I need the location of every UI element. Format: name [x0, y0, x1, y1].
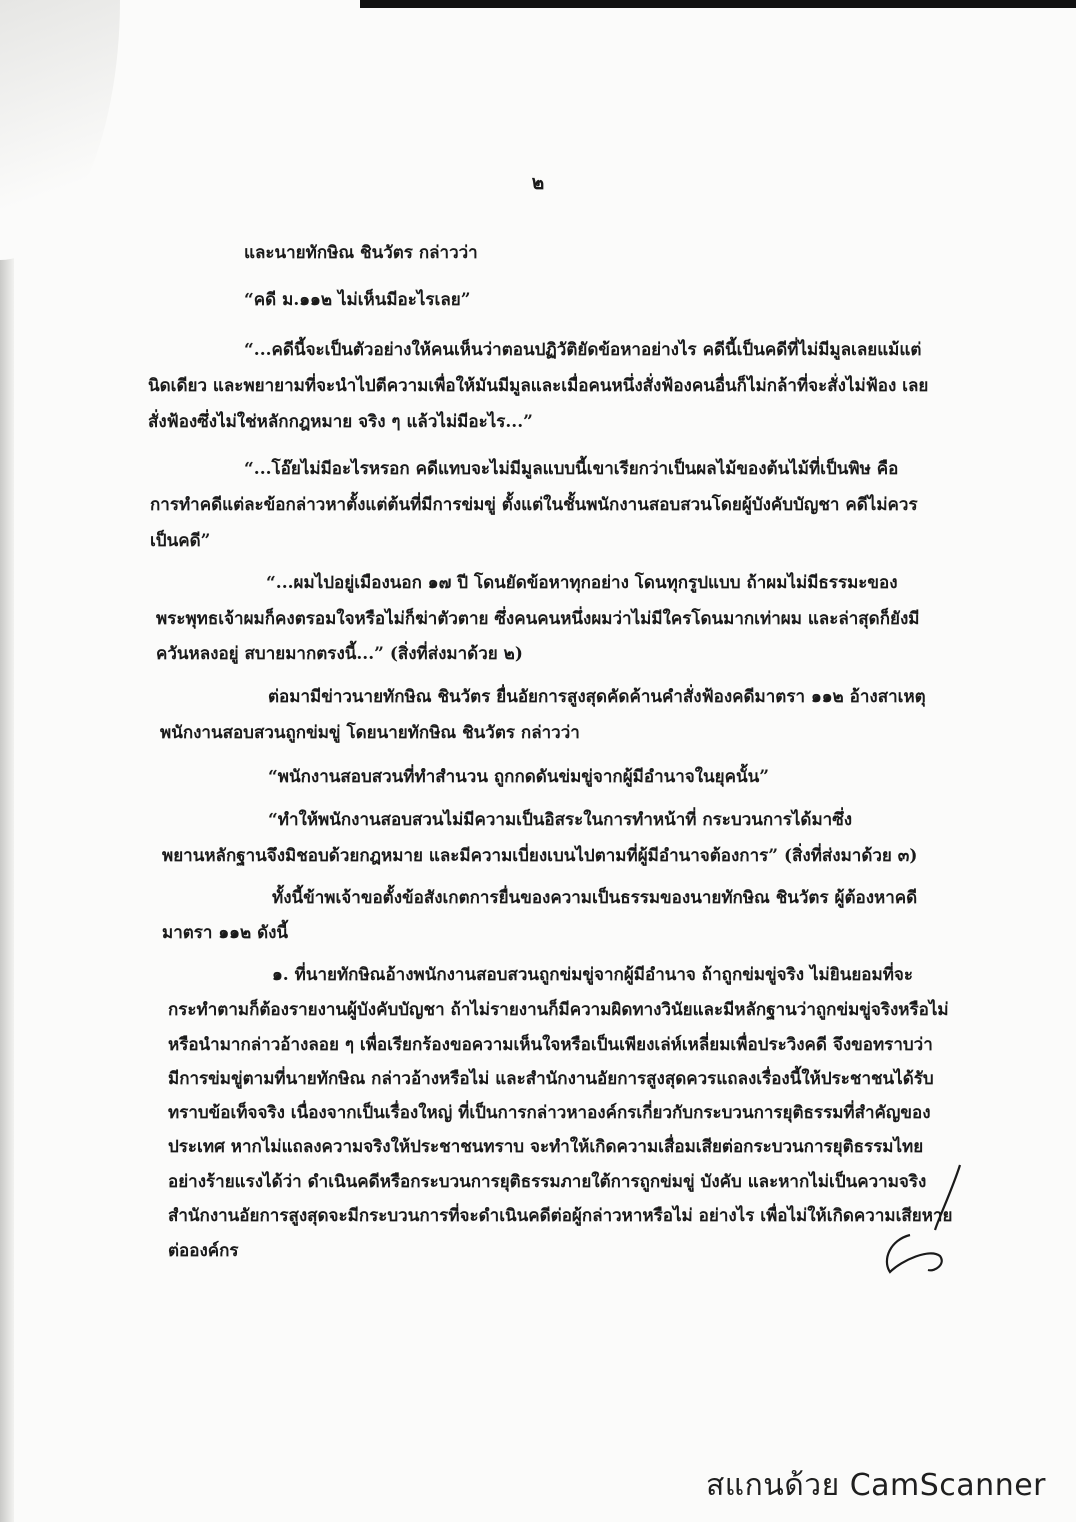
text-line: มาตรา ๑๑๒ ดังนี้ — [162, 923, 289, 943]
text-line: ต่อมามีข่าวนายทักษิณ ชินวัตร ยื่นอัยการสูงสุดคัดค้านคำสั่งฟ้องคดีมาตรา ๑๑๒ อ้างสาเหตุ — [268, 687, 926, 707]
text-line: ทราบข้อเท็จจริง เนื่องจากเป็นเรื่องใหญ่ ที่เป็นการกล่าวหาองค์กรเกี่ยวกับกระบวนการยุติธรรมที่สำคัญของ — [168, 1103, 931, 1123]
text-line: ทั้งนี้ข้าพเจ้าขอตั้งข้อสังเกตการยื่นของความเป็นธรรมของนายทักษิณ ชินวัตร ผู้ต้องหาคดี — [272, 888, 918, 908]
text-line: พนักงานสอบสวนถูกข่มขู่ โดยนายทักษิณ ชินวัตร กล่าวว่า — [160, 723, 580, 743]
text-line: การทำคดีแต่ละข้อกล่าวหาตั้งแต่ต้นที่มีการข่มขู่ ตั้งแต่ในชั้นพนักงานสอบสวนโดยผู้บังคับบัญชา คดีไม่ควร — [150, 495, 918, 515]
text-line: “...ผมไปอยู่เมืองนอก ๑๗ ปี โดนยัดข้อหาทุกอย่าง โดนทุกรูปแบบ ถ้าผมไม่มีธรรมะของ — [266, 573, 898, 593]
text-line: สำนักงานอัยการสูงสุดจะมีกระบวนการที่จะดำเนินคดีต่อผู้กล่าวหาหรือไม่ อย่างไร เพื่อไม่ให้เกิดความเสียหาย — [168, 1206, 953, 1226]
text-line: และนายทักษิณ ชินวัตร กล่าวว่า — [244, 243, 478, 263]
text-line: มีการข่มขู่ตามที่นายทักษิณ กล่าวอ้างหรือไม่ และสำนักงานอัยการสูงสุดควรแถลงเรื่องนี้ให้ประชาชนได้รับ — [168, 1069, 934, 1089]
text-line: “พนักงานสอบสวนที่ทำสำนวน ถูกกดดันข่มขู่จากผู้มีอำนาจในยุคนั้น” — [268, 767, 770, 787]
text-line: ควันหลงอยู่ สบายมากตรงนี้...” (สิ่งที่ส่งมาด้วย ๒) — [156, 644, 523, 664]
text-line: หรือนำมากล่าวอ้างลอย ๆ เพื่อเรียกร้องขอความเห็นใจหรือเป็นเพียงเล่ห์เหลี่ยมเพื่อประวิงคดี จึงขอทราบว่า — [168, 1035, 933, 1055]
text-line: พยานหลักฐานจึงมิชอบด้วยกฎหมาย และมีความเบี่ยงเบนไปตามที่ผู้มีอำนาจต้องการ” (สิ่งที่ส่งมาด้วย ๓) — [162, 846, 918, 866]
text-line: ประเทศ หากไม่แถลงความจริงให้ประชาชนทราบ จะทำให้เกิดความเสื่อมเสียต่อกระบวนการยุติธรรมไทย — [168, 1137, 924, 1157]
text-line: อย่างร้ายแรงได้ว่า ดำเนินคดีหรือกระบวนการยุติธรรมภายใต้การถูกข่มขู่ บังคับ และหากไม่เป็นความจริง — [168, 1172, 927, 1192]
text-line: “...คดีนี้จะเป็นตัวอย่างให้คนเห็นว่าตอนปฏิวัติยัดข้อหาอย่างไร คดีนี้เป็นคดีที่ไม่มีมูลเลยแม้แต่ — [244, 340, 922, 360]
scanner-watermark: สแกนด้วย CamScanner — [705, 1468, 1046, 1503]
text-line: ต่อองค์กร — [168, 1241, 239, 1261]
text-line: ๑. ที่นายทักษิณอ้างพนักงานสอบสวนถูกข่มขู่จากผู้มีอำนาจ ถ้าถูกข่มขู่จริง ไม่ยินยอมที่จะ — [272, 965, 914, 985]
text-line: นิดเดียว และพยายามที่จะนำไปตีความเพื่อให้มันมีมูลและเมื่อคนหนึ่งสั่งฟ้องคนอื่นก็ไม่กล้าที่จะสั่งไม่ฟ้อง เลย — [148, 376, 929, 396]
scan-top-edge — [360, 0, 1076, 8]
text-line: เป็นคดี” — [150, 531, 211, 551]
text-line: “คดี ม.๑๑๒ ไม่เห็นมีอะไรเลย” — [244, 290, 471, 310]
page-number: ๒ — [531, 172, 545, 194]
text-line: กระทำตามก็ต้องรายงานผู้บังคับบัญชา ถ้าไม่รายงานก็มีความผิดทางวินัยและมีหลักฐานว่าถูกข่มขู่จริงหรือไม่ — [168, 1000, 949, 1020]
text-line: “...โอ๊ยไม่มีอะไรหรอก คดีแทบจะไม่มีมูลแบบนี้เขาเรียกว่าเป็นผลไม้ของต้นไม้ที่เป็นพิษ คือ — [244, 459, 899, 479]
text-line: สั่งฟ้องซึ่งไม่ใช่หลักกฎหมาย จริง ๆ แล้วไม่มีอะไร...” — [148, 412, 533, 432]
text-line: “ทำให้พนักงานสอบสวนไม่มีความเป็นอิสระในการทำหน้าที่ กระบวนการได้มาซึ่ง — [268, 810, 853, 830]
text-line: พระพุทธเจ้าผมก็คงตรอมใจหรือไม่ก็ฆ่าตัวตาย ซึ่งคนคนหนึ่งผมว่าไม่มีใครโดนมากเท่าผม และล่าสุดก็ยังมี — [156, 609, 920, 629]
signature-mark — [880, 1160, 970, 1280]
